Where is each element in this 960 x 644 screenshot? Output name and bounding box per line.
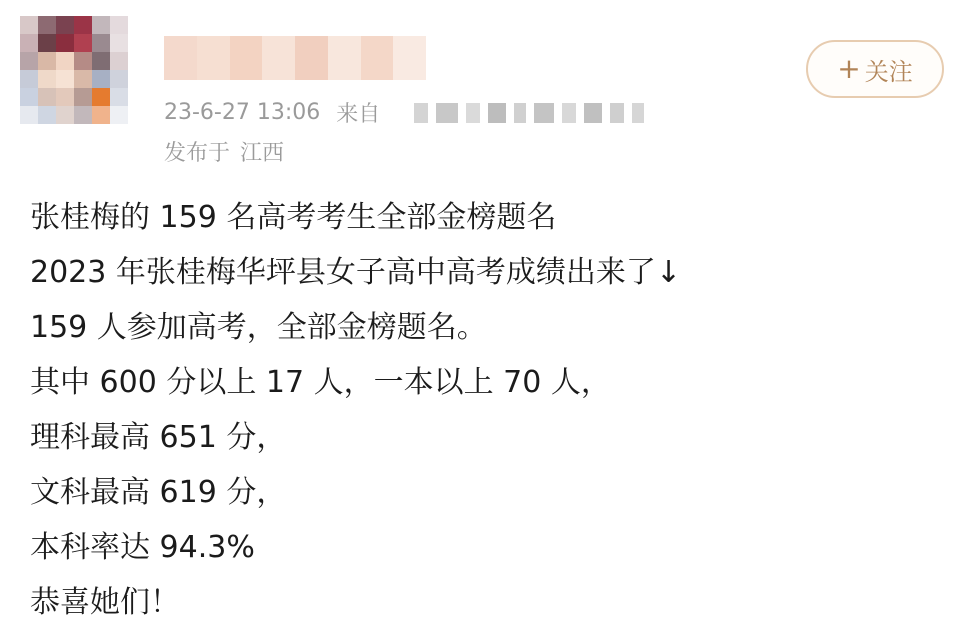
content-line: 2023 年张桂梅华坪县女子高中高考成绩出来了↓ (30, 255, 682, 290)
content-line: 张桂梅的 159 名高考考生全部金榜题名 (30, 200, 557, 235)
author-name[interactable] (164, 36, 426, 80)
content-line: 其中 600 分以上 17 人，一本以上 70 人， (30, 365, 611, 400)
content-line: 本科率达 94.3% (30, 530, 255, 565)
content-line: 恭喜她们！ (30, 585, 180, 620)
content-line: 文科最高 619 分， (30, 475, 287, 510)
location-label: 发布于 (164, 141, 231, 166)
avatar[interactable] (20, 16, 128, 124)
source-prefix: 来自 (336, 101, 381, 127)
follow-button-label: 关注 (864, 57, 913, 86)
post-content (30, 190, 930, 630)
location-name: 江西 (240, 141, 285, 166)
plus-icon: + (837, 52, 861, 85)
content-line: 理科最高 651 分， (30, 420, 287, 455)
post-time: 23-6-27 13:06 (164, 99, 321, 125)
follow-button[interactable] (806, 40, 944, 98)
post-source[interactable] (414, 100, 670, 126)
post-meta (164, 96, 380, 128)
content-line: 159 人参加高考，全部金榜题名。 (30, 310, 487, 345)
post-location (164, 136, 284, 167)
